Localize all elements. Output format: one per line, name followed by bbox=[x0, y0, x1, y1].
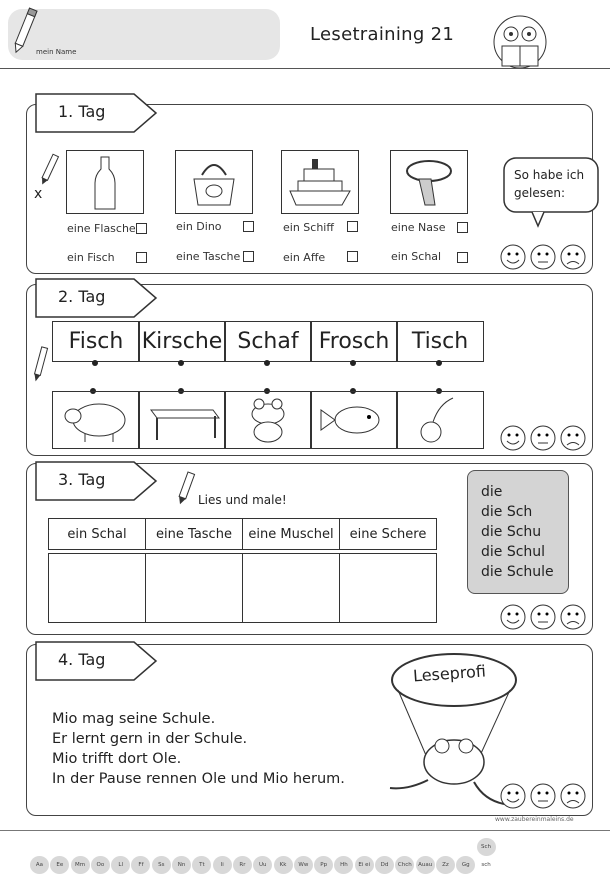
checkbox[interactable] bbox=[457, 222, 468, 233]
name-label: mein Name bbox=[36, 48, 77, 56]
word-cell: Schaf bbox=[224, 321, 312, 362]
letter-pill: Oo bbox=[91, 856, 110, 874]
option-label: eine Nase bbox=[391, 221, 446, 234]
connect-dot[interactable] bbox=[436, 360, 442, 366]
letter-pill: Kk bbox=[274, 856, 293, 874]
day3-label: 3. Tag bbox=[58, 470, 106, 489]
sad-face-icon bbox=[561, 784, 585, 808]
letter-pill: Aa bbox=[30, 856, 49, 874]
rating-faces bbox=[499, 603, 589, 633]
picture-cell bbox=[310, 391, 398, 449]
letter-pill: Gg bbox=[456, 856, 475, 874]
connect-dot[interactable] bbox=[264, 360, 270, 366]
card-bag bbox=[175, 150, 253, 214]
letter-pill: Mm bbox=[71, 856, 90, 874]
option-label: ein Schal bbox=[391, 250, 442, 263]
checkbox[interactable] bbox=[347, 221, 358, 232]
option-label: ein Fisch bbox=[67, 251, 115, 264]
story-line: Mio mag seine Schule. bbox=[52, 711, 216, 727]
letter-strip bbox=[30, 838, 497, 874]
picture-cell bbox=[224, 391, 312, 449]
bag-icon bbox=[176, 151, 252, 213]
letter-pill: Rr bbox=[233, 856, 252, 874]
letter-pill: Nn bbox=[172, 856, 191, 874]
drawing-cell[interactable] bbox=[145, 553, 243, 623]
letter-pill: Dd bbox=[375, 856, 394, 874]
leseprofi-badge: Leseprofi bbox=[412, 661, 487, 686]
letter-pill: Zz bbox=[436, 856, 455, 874]
letter-pill: Auau bbox=[416, 856, 435, 874]
drawing-cell[interactable] bbox=[242, 553, 340, 623]
checkbox[interactable] bbox=[457, 252, 468, 263]
ship-icon bbox=[282, 151, 358, 213]
neutral-face-icon bbox=[531, 245, 555, 269]
day1-label: 1. Tag bbox=[58, 102, 106, 121]
option-label: eine Flasche bbox=[67, 222, 136, 235]
sad-face-icon bbox=[561, 245, 585, 269]
word-cell: Tisch bbox=[396, 321, 484, 362]
frog-icon bbox=[225, 392, 311, 448]
footer-url: www.zaubereinmaleins.de bbox=[495, 816, 574, 823]
checkbox[interactable] bbox=[243, 221, 254, 232]
syllable-line: die Schule bbox=[481, 564, 554, 580]
story-line: Er lernt gern in der Schule. bbox=[52, 731, 248, 747]
picture-cell bbox=[52, 391, 140, 449]
checkbox[interactable] bbox=[136, 223, 147, 234]
footer-divider bbox=[0, 830, 610, 831]
option-label: ein Schiff bbox=[283, 221, 334, 234]
page-title: Lesetraining 21 bbox=[310, 24, 455, 45]
drawing-cell[interactable] bbox=[339, 553, 437, 623]
happy-face-icon bbox=[501, 426, 525, 450]
option-label: eine Tasche bbox=[176, 250, 241, 263]
letter-pill: Hh bbox=[334, 856, 353, 874]
header-cell: eine Schere bbox=[339, 518, 437, 550]
owl-reading-icon bbox=[484, 10, 556, 70]
letter-pill: Pp bbox=[314, 856, 333, 874]
happy-face-icon bbox=[501, 605, 525, 629]
pencil-icon bbox=[36, 152, 62, 188]
rating-faces bbox=[499, 424, 589, 454]
syllable-line: die bbox=[481, 484, 503, 500]
letter-pill: Chch bbox=[395, 856, 414, 874]
picture-cell bbox=[396, 391, 484, 449]
syllable-list bbox=[481, 482, 554, 582]
letter-pill: Uu bbox=[253, 856, 272, 874]
checkbox[interactable] bbox=[136, 252, 147, 263]
rating-faces bbox=[499, 782, 589, 812]
day4-label: 4. Tag bbox=[58, 650, 106, 669]
fish-icon bbox=[311, 392, 397, 448]
card-scarf bbox=[390, 150, 468, 214]
letter-pill: Ii bbox=[213, 856, 232, 874]
pencil-icon bbox=[12, 4, 38, 56]
header-divider bbox=[0, 68, 610, 69]
card-bottle bbox=[66, 150, 144, 214]
letter-pill: Ee bbox=[50, 856, 69, 874]
option-label: ein Affe bbox=[283, 251, 326, 264]
syllable-line: die Schu bbox=[481, 524, 542, 540]
bottle-icon bbox=[67, 151, 143, 213]
instruction-text: Lies und male! bbox=[198, 493, 287, 507]
letter-pill: Ww bbox=[294, 856, 313, 874]
drawing-cell[interactable] bbox=[48, 553, 146, 623]
story-line: Mio trifft dort Ole. bbox=[52, 751, 182, 767]
word-cell: Fisch bbox=[52, 321, 140, 362]
letter-pill: Ss bbox=[152, 856, 171, 874]
sheep-icon bbox=[53, 392, 139, 448]
day2-label: 2. Tag bbox=[58, 287, 106, 306]
cherry-icon bbox=[397, 392, 483, 448]
sad-face-icon bbox=[561, 426, 585, 450]
letter-pill: Ll bbox=[111, 856, 130, 874]
table-icon bbox=[139, 392, 225, 448]
sad-face-icon bbox=[561, 605, 585, 629]
checkbox[interactable] bbox=[347, 251, 358, 262]
neutral-face-icon bbox=[531, 426, 555, 450]
happy-face-icon bbox=[501, 784, 525, 808]
checkbox[interactable] bbox=[243, 251, 254, 262]
pencil-icon bbox=[174, 470, 196, 508]
cross-mark: x bbox=[34, 186, 43, 202]
letter-pill: Tt bbox=[192, 856, 211, 874]
header-cell: eine Muschel bbox=[242, 518, 340, 550]
option-label: ein Dino bbox=[176, 220, 222, 233]
letter-pill: Ei ei bbox=[355, 856, 374, 874]
syllable-line: die Sch bbox=[481, 504, 533, 520]
syllable-line: die Schul bbox=[481, 544, 546, 560]
happy-face-icon bbox=[501, 245, 525, 269]
header-cell: eine Tasche bbox=[145, 518, 243, 550]
neutral-face-icon bbox=[531, 605, 555, 629]
connect-dot[interactable] bbox=[350, 360, 356, 366]
connect-dot[interactable] bbox=[92, 360, 98, 366]
picture-cell bbox=[138, 391, 226, 449]
word-cell: Kirsche bbox=[138, 321, 226, 362]
bubble-text: So habe ich gelesen: bbox=[514, 168, 585, 200]
connect-dot[interactable] bbox=[178, 360, 184, 366]
pencil-icon bbox=[31, 345, 49, 385]
neutral-face-icon bbox=[531, 784, 555, 808]
word-cell: Frosch bbox=[310, 321, 398, 362]
story-text bbox=[52, 709, 345, 789]
letter-pill: Sch sch bbox=[477, 838, 496, 856]
letter-pill: Ff bbox=[131, 856, 150, 874]
story-line: In der Pause rennen Ole und Mio herum. bbox=[52, 771, 345, 787]
scarf-icon bbox=[391, 151, 467, 213]
rating-faces bbox=[499, 243, 589, 273]
card-ship bbox=[281, 150, 359, 214]
header-cell: ein Schal bbox=[48, 518, 146, 550]
